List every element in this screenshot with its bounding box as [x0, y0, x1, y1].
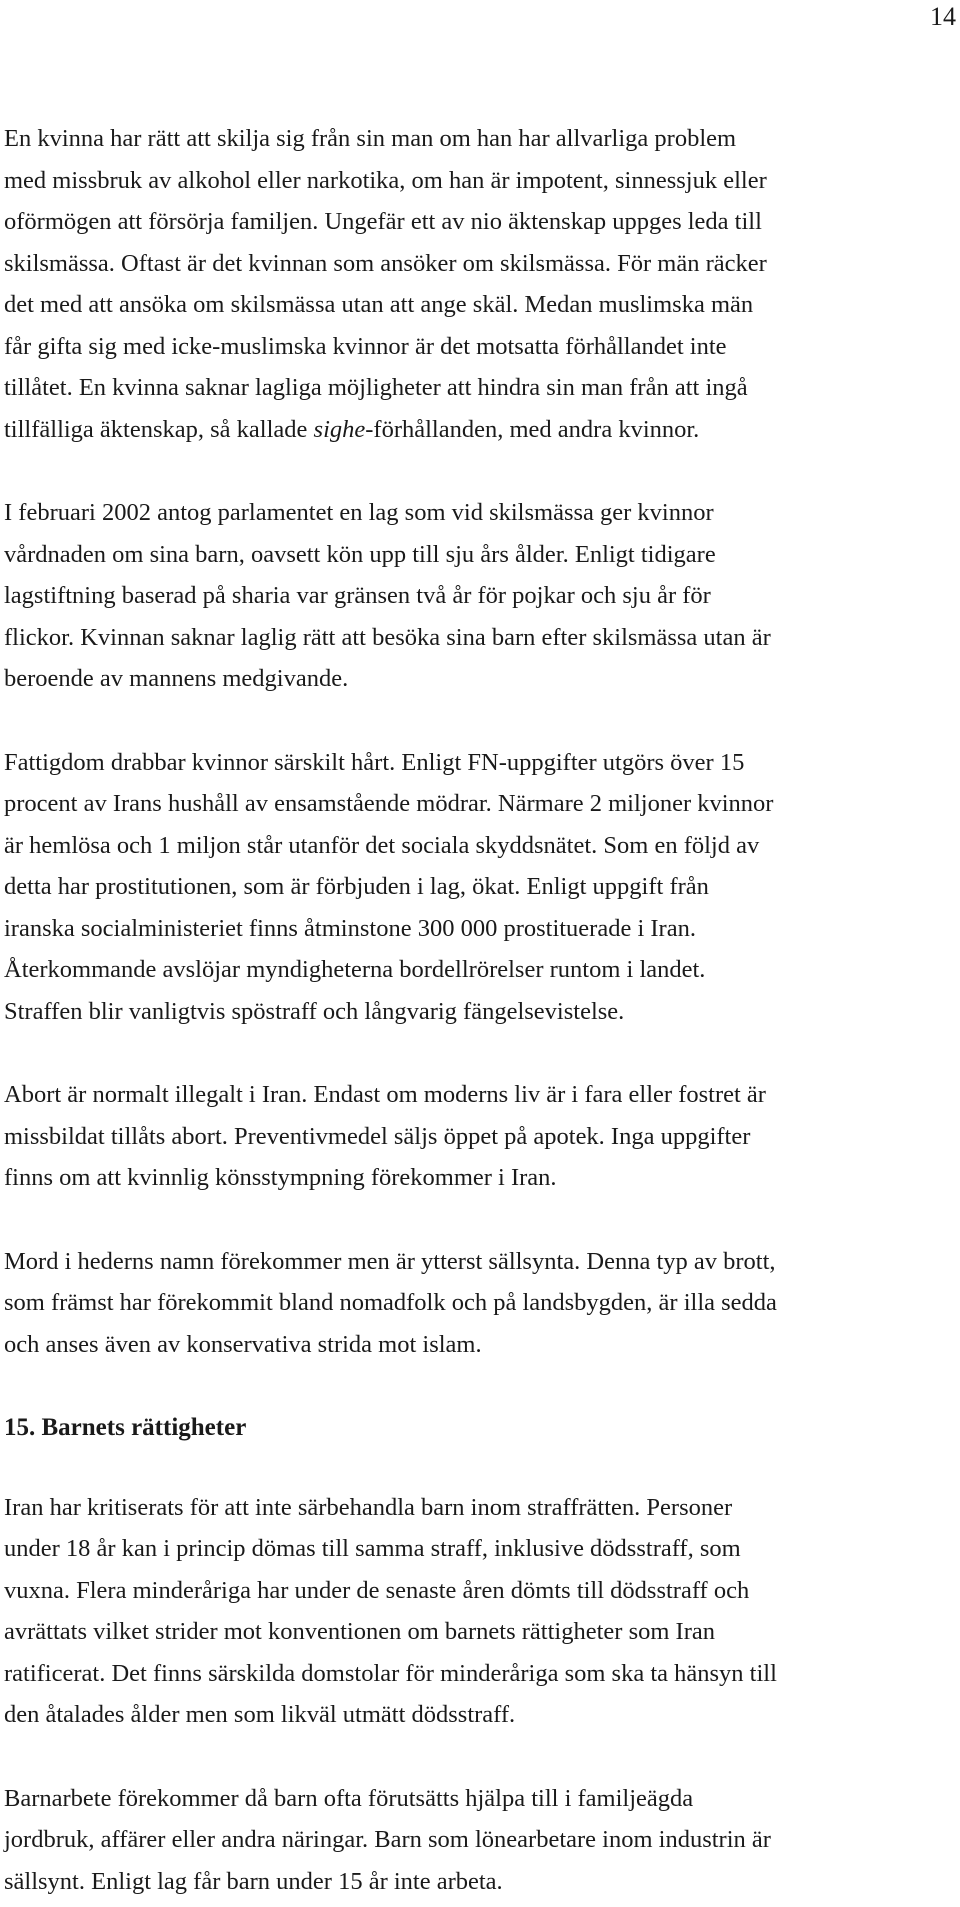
- paragraph-poverty: Fattigdom drabbar kvinnor särskilt hårt. Enligt FN-uppgifter utgörs över 15 procent av Irans hushåll av ensamstående mödrar. Närmare 2 miljoner kvinnor är hemlösa och 1 miljon står utanför det sociala skyddsnätet. Som en följd av detta har prostitutionen, som är förbjuden i lag, ökat. Enligt uppgift från iranska socialministeriet finns åtminstone 300 000 prostituerade i Iran. Återkommande avslöjar myndigheterna bordellrörelser runtom i landet. Straffen blir vanligtvis spöstraff och långvarig fängelsevistelse.: [4, 748, 774, 1025]
- paragraph-divorce-rights: [4, 118, 950, 450]
- page-number: 14: [930, 2, 956, 31]
- paragraph-text: En kvinna har rätt att skilja sig från sin man om han har allvarliga problem med missbruk av alkohol eller narkotika, om han är impotent, sinnessjuk eller oförmögen att försörja familjen. Ungefär ett av nio äktenskap uppges leda till skilsmässa. Oftast är det kvinnan som ansöker om skilsmässa. För män räcker det med att ansöka om skilsmässa utan att ange skäl. Medan muslimska män får gifta sig med icke-muslimska kvinnor är det motsatta förhållandet inte tillåtet. En kvinna saknar lagliga möjligheter att hindra sin man från att ingå tillfälliga äktenskap, så kallade: [4, 125, 767, 443]
- section-heading: 15. Barnets rättigheter: [4, 1414, 247, 1441]
- paragraph-child-labor: Barnarbete förekommer då barn ofta förutsätts hjälpa till i familjeägda jordbruk, affärer eller andra näringar. Barn som lönearbetare inom industrin är sällsynt. Enligt lag får barn under 15 år inte arbeta.: [4, 1784, 771, 1895]
- document-body: [4, 118, 950, 1902]
- paragraph-custody: I februari 2002 antog parlamentet en lag som vid skilsmässa ger kvinnor vårdnaden om sina barn, oavsett kön upp till sju års ålder. Enligt tidigare lagstiftning baserad på sharia var gränsen två år för pojkar och sju år för flickor. Kvinnan saknar laglig rätt att besöka sina barn efter skilsmässa utan är beroende av mannens medgivande.: [4, 499, 771, 692]
- paragraph-juvenile-justice: Iran har kritiserats för att inte särbehandla barn inom straffrätten. Personer under 18 år kan i princip dömas till samma straff, inklusive dödsstraff, som vuxna. Flera minderåriga har under de senaste åren dömts till dödsstraff och avrättats vilket strider mot konventionen om barnets rättigheter som Iran ratificerat. Det finns särskilda domstolar för minderåriga som ska ta hänsyn till den åtalades ålder men som likväl utmätt dödsstraff.: [4, 1493, 777, 1728]
- paragraph-abortion: Abort är normalt illegalt i Iran. Endast om moderns liv är i fara eller fostret är missbildat tillåts abort. Preventivmedel säljs öppet på apotek. Inga uppgifter finns om att kvinnlig könsstympning förekommer i Iran.: [4, 1081, 766, 1191]
- paragraph-text: -förhållanden, med andra kvinnor.: [365, 415, 700, 443]
- paragraph-honor-crimes: Mord i hederns namn förekommer men är ytterst sällsynta. Denna typ av brott, som främst har förekommit bland nomadfolk och på landsbygden, är illa sedda och anses även av konservativa strida mot islam.: [4, 1247, 777, 1358]
- italic-term-sighe: sighe: [313, 415, 366, 443]
